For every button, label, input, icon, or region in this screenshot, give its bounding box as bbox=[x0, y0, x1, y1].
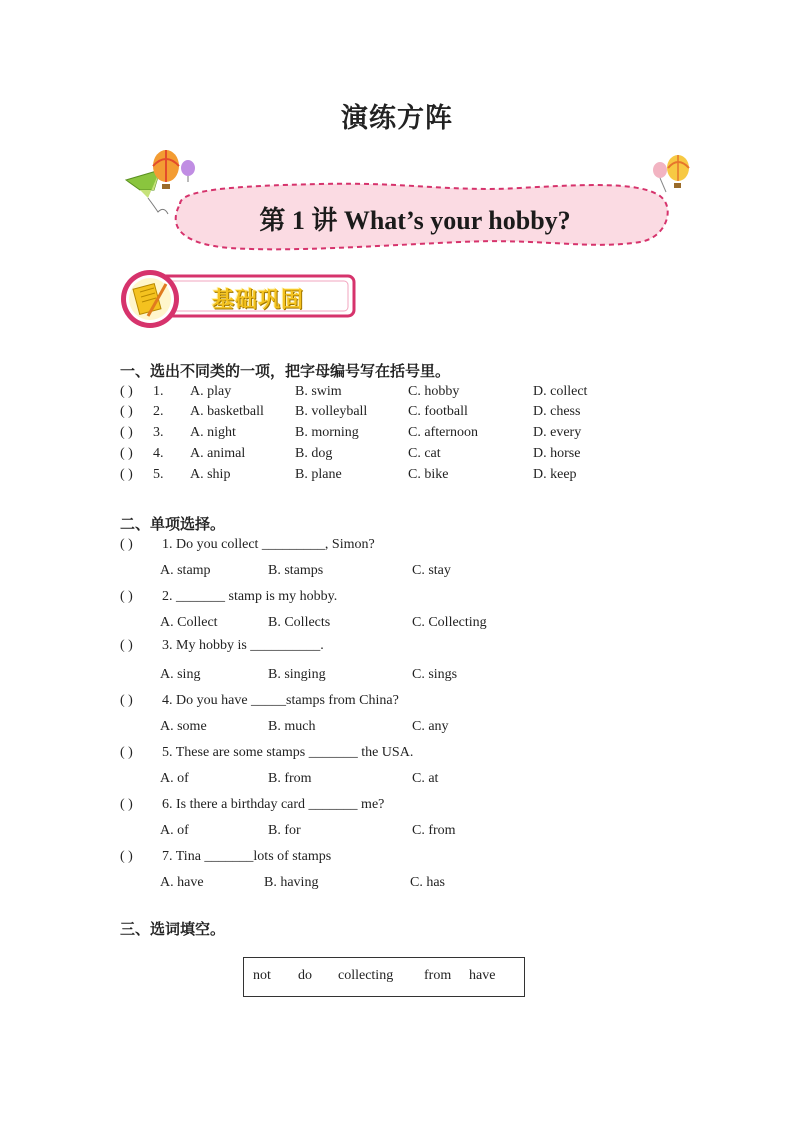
question-text: 1. Do you collect _________, Simon? bbox=[162, 537, 375, 552]
option-a: A. ship bbox=[190, 467, 231, 482]
answer-blank[interactable]: ( ) bbox=[120, 589, 133, 604]
answer-blank[interactable]: ( ) bbox=[120, 446, 133, 461]
option-c: C. from bbox=[412, 823, 456, 838]
option-a: A. animal bbox=[190, 446, 246, 461]
section1-heading: 一、选出不同类的一项，把字母编号写在括号里。 bbox=[120, 362, 451, 380]
option-a: A. Collect bbox=[160, 615, 218, 630]
option-b: B. for bbox=[268, 823, 301, 838]
question-text: 7. Tina _______lots of stamps bbox=[162, 849, 332, 864]
section2-heading: 二、单项选择。 bbox=[120, 515, 226, 533]
answer-blank[interactable]: ( ) bbox=[120, 745, 133, 760]
option-c: C. bike bbox=[408, 467, 449, 482]
option-b: B. having bbox=[264, 875, 319, 890]
option-b: B. from bbox=[268, 771, 312, 786]
balloons-right-icon bbox=[653, 155, 689, 192]
answer-blank[interactable]: ( ) bbox=[120, 384, 133, 399]
option-a: A. of bbox=[160, 771, 189, 786]
option-c: C. afternoon bbox=[408, 425, 478, 440]
option-c: C. sings bbox=[412, 667, 458, 682]
word-bank-item: collecting bbox=[338, 968, 394, 983]
question-text: 6. Is there a birthday card _______ me? bbox=[162, 797, 385, 812]
option-b: B. stamps bbox=[268, 563, 324, 578]
option-a: A. have bbox=[160, 875, 204, 890]
option-c: C. any bbox=[412, 719, 449, 734]
option-b: B. swim bbox=[295, 384, 342, 399]
option-a: A. night bbox=[190, 425, 236, 440]
option-a: A. play bbox=[190, 384, 232, 399]
answer-blank[interactable]: ( ) bbox=[120, 425, 133, 440]
option-c: C. hobby bbox=[408, 384, 460, 399]
section3-heading: 三、选词填空。 bbox=[120, 920, 226, 938]
word-bank-item: have bbox=[469, 968, 496, 983]
option-a: A. sing bbox=[160, 667, 201, 682]
option-a: A. some bbox=[160, 719, 207, 734]
option-b: B. singing bbox=[268, 667, 326, 682]
item-number: 4. bbox=[153, 446, 164, 461]
question-text: 5. These are some stamps _______ the USA. bbox=[162, 745, 414, 760]
option-c: C. has bbox=[410, 875, 445, 890]
option-a: A. of bbox=[160, 823, 189, 838]
answer-blank[interactable]: ( ) bbox=[120, 797, 133, 812]
question-text: 2. _______ stamp is my hobby. bbox=[162, 589, 338, 604]
item-number: 1. bbox=[153, 384, 164, 399]
badge-label: 基础巩固 bbox=[212, 288, 305, 313]
option-b: B. volleyball bbox=[295, 404, 368, 419]
word-bank-item: not bbox=[253, 968, 271, 983]
word-bank-item: from bbox=[424, 968, 452, 983]
item-number: 5. bbox=[153, 467, 164, 482]
option-c: C. cat bbox=[408, 446, 441, 461]
question-text: 3. My hobby is __________. bbox=[162, 638, 324, 653]
word-bank bbox=[243, 957, 525, 997]
answer-blank[interactable]: ( ) bbox=[120, 849, 133, 864]
lesson-title: 第 1 讲 What’s your hobby? bbox=[259, 206, 571, 235]
question-text: 4. Do you have _____stamps from China? bbox=[162, 693, 399, 708]
option-d: D. chess bbox=[533, 404, 581, 419]
option-a: A. basketball bbox=[190, 404, 264, 419]
option-b: B. Collects bbox=[268, 615, 331, 630]
option-a: A. stamp bbox=[160, 563, 211, 578]
answer-blank[interactable]: ( ) bbox=[120, 693, 133, 708]
option-b: B. morning bbox=[295, 425, 359, 440]
answer-blank[interactable]: ( ) bbox=[120, 467, 133, 482]
word-bank-item: do bbox=[298, 968, 312, 983]
item-number: 2. bbox=[153, 404, 164, 419]
option-c: C. football bbox=[408, 404, 468, 419]
option-b: B. dog bbox=[295, 446, 333, 461]
page-title: 演练方阵 bbox=[341, 103, 453, 134]
option-c: C. Collecting bbox=[412, 615, 487, 630]
option-d: D. horse bbox=[533, 446, 581, 461]
answer-blank[interactable]: ( ) bbox=[120, 638, 133, 653]
answer-blank[interactable]: ( ) bbox=[120, 537, 133, 552]
option-b: B. much bbox=[268, 719, 316, 734]
option-c: C. stay bbox=[412, 563, 451, 578]
option-b: B. plane bbox=[295, 467, 342, 482]
answer-blank[interactable]: ( ) bbox=[120, 404, 133, 419]
balloon-icon bbox=[153, 150, 195, 189]
option-d: D. keep bbox=[533, 467, 577, 482]
option-d: D. collect bbox=[533, 384, 588, 399]
option-c: C. at bbox=[412, 771, 439, 786]
option-d: D. every bbox=[533, 425, 582, 440]
item-number: 3. bbox=[153, 425, 164, 440]
